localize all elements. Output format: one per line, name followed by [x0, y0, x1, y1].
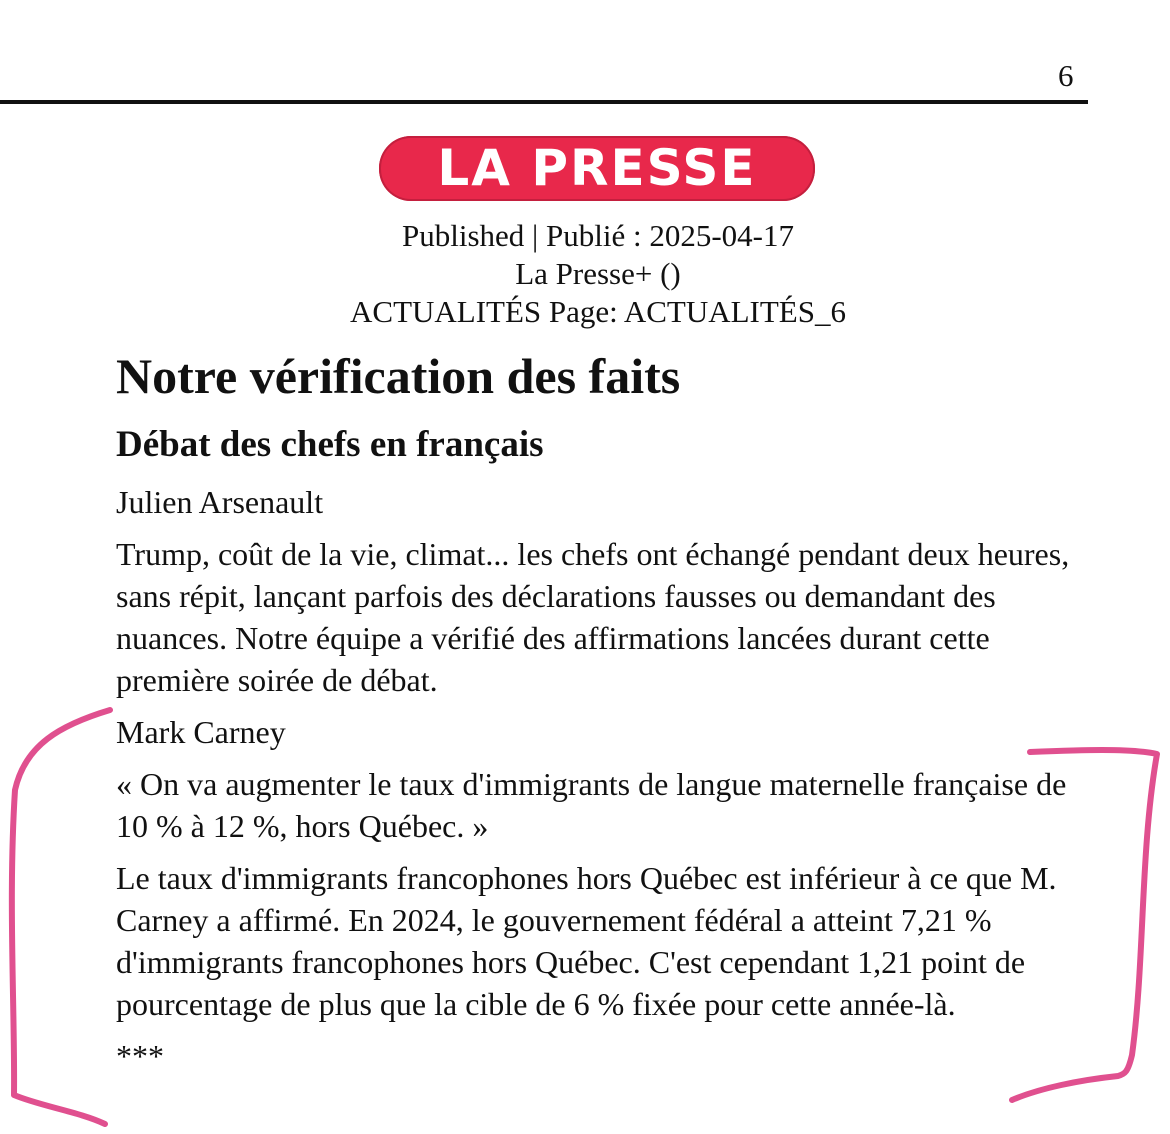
la-presse-logo: LA PRESSE: [379, 136, 815, 201]
article: [116, 345, 1106, 1077]
published-date: Published | Publié : 2025-04-17: [402, 218, 794, 253]
speaker-name: Mark Carney: [116, 714, 286, 750]
section-separator: ***: [116, 1038, 164, 1074]
article-subtitle: Débat des chefs en français: [116, 424, 544, 465]
article-intro: Trump, coût de la vie, climat... les chefs ont échangé pendant deux heures, sans répit, lançant parfois des déclarations fausses ou demandant des nuances. Notre équipe a vérifié des affirmations lancées durant cette première soirée de débat.: [116, 536, 1070, 698]
header-rule: [0, 100, 1088, 104]
article-title: Notre vérification des faits: [116, 348, 681, 404]
article-author: Julien Arsenault: [116, 484, 324, 520]
fact-check-text: Le taux d'immigrants francophones hors Québec est inférieur à ce que M. Carney a affirmé. En 2024, le gouvernement fédéral a atteint 7,21 % d'immigrants francophones hors Québec. C'est cependant 1,21 point de pourcentage de plus que la cible de 6 % fixée pour cette année-là.: [116, 860, 1057, 1022]
speaker-quote: « On va augmenter le taux d'immigrants de langue maternelle française de 10 % à 12 %, hors Québec. »: [116, 766, 1067, 844]
page-number: 6: [1058, 58, 1074, 93]
left-bracket-mark: [12, 710, 110, 1124]
section-page: ACTUALITÉS Page: ACTUALITÉS_6: [350, 294, 846, 329]
publication-source: La Presse+ (): [515, 256, 681, 291]
